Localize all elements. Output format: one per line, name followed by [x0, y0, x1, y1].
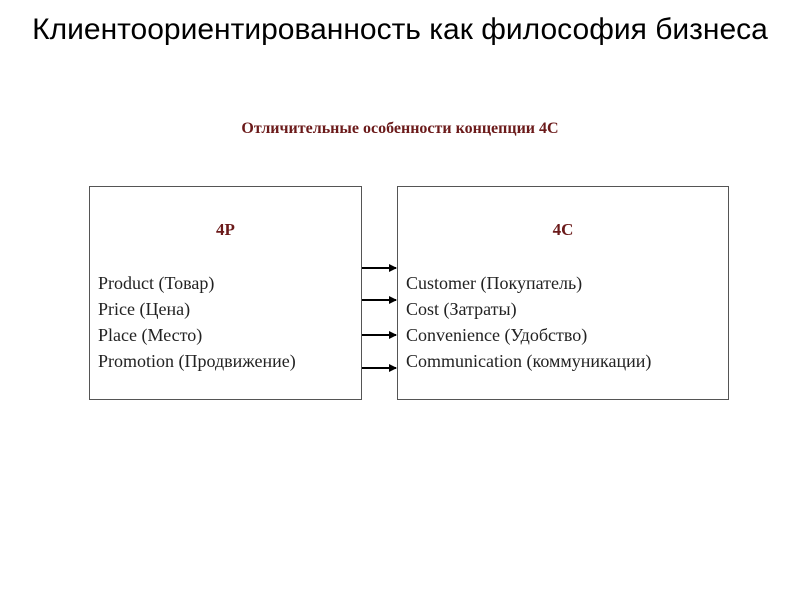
box-4c-list [406, 270, 651, 374]
box-4c-heading: 4С [552, 220, 574, 239]
slide-title: Клиентоориентированность как философия бизнеса [32, 13, 768, 46]
list-item: Place (Место) [98, 325, 203, 345]
list-item: Communication (коммуникации) [406, 351, 652, 371]
list-item: Price (Цена) [98, 299, 191, 319]
list-item: Cost (Затраты) [406, 299, 517, 319]
list-item: Promotion (Продвижение) [98, 351, 296, 371]
list-item: Customer (Покупатель) [406, 273, 583, 293]
box-4c [397, 186, 729, 400]
box-4p-list [98, 270, 296, 374]
box-4p [89, 186, 362, 400]
box-4p-heading: 4Р [216, 220, 235, 239]
list-item: Product (Товар) [98, 273, 215, 293]
diagram-subtitle: Отличительные особенности концепции 4С [241, 120, 559, 137]
list-item: Convenience (Удобство) [406, 325, 588, 345]
